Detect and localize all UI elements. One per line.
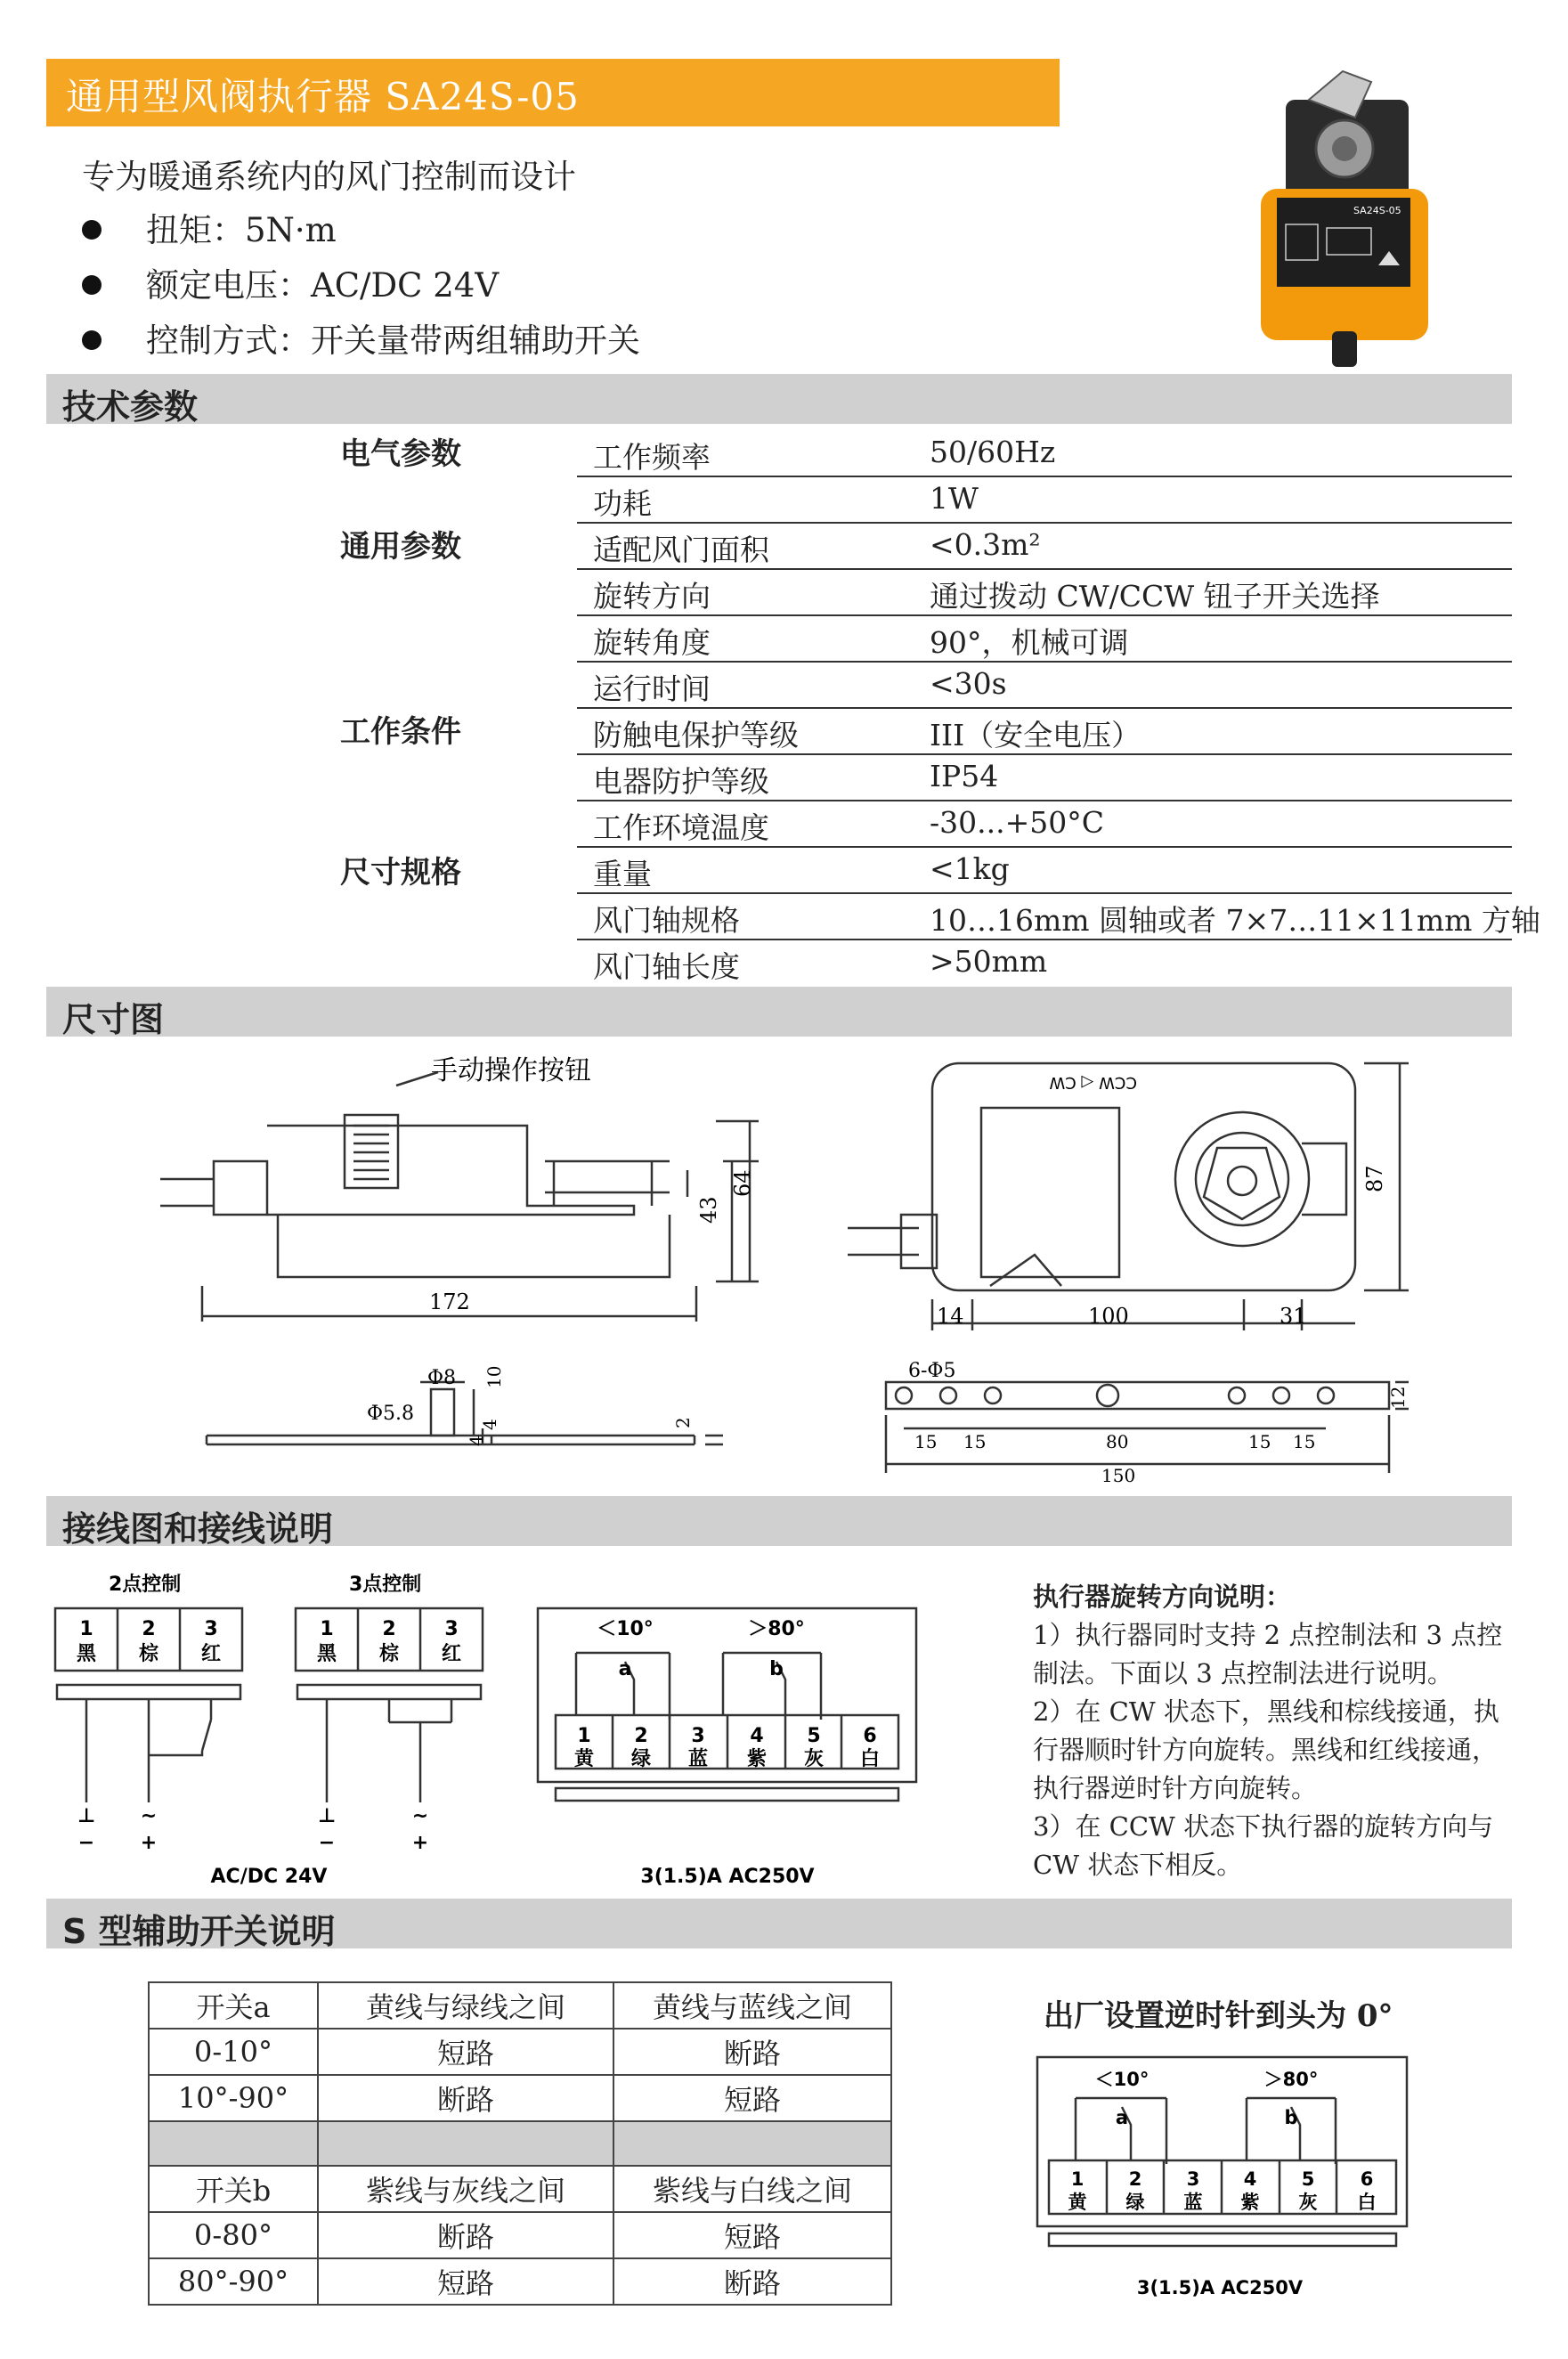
- ccw-cw-label: CCW ◁ CW: [1049, 1073, 1137, 1092]
- wiring-diagram: [46, 1564, 1026, 1902]
- terminal-number: 1: [79, 1618, 93, 1640]
- notes-title: 执行器旋转方向说明：: [1033, 1582, 1292, 1612]
- spec-row: 防触电保护等级 III（安全电压）: [577, 707, 1512, 755]
- spec-row: 风门轴规格 10…16mm 圆轴或者 7×7…11×11mm 方轴: [577, 892, 1512, 940]
- spec-row: 风门轴长度 >50mm: [593, 944, 1048, 984]
- terminal-color: 白: [859, 1748, 881, 1770]
- dim-43: 43: [696, 1196, 721, 1224]
- minus-symbol: −: [318, 1832, 336, 1854]
- dim-phi8: Φ8: [427, 1367, 457, 1389]
- table-row: 80°-90° 短路 断路: [149, 2258, 891, 2305]
- spec-row: 旋转角度 90°，机械可调: [577, 614, 1512, 663]
- bullet-control: 控制方式：开关量带两组辅助开关: [82, 313, 640, 362]
- switch-b-angle: ＞80°: [748, 1618, 805, 1640]
- terminal-number: 5: [1301, 2168, 1315, 2190]
- dim-10: 10: [483, 1365, 505, 1388]
- section-dims: 尺寸图: [46, 987, 1512, 1037]
- manual-button-label: 手动操作按钮: [431, 1055, 591, 1086]
- terminal-color: 绿: [630, 1748, 652, 1770]
- terminal-number: 4: [750, 1725, 764, 1747]
- switch-b-label: b: [769, 1658, 784, 1680]
- terminal-number: 2: [1128, 2168, 1142, 2190]
- bullet-torque: 扭矩：5N·m: [82, 203, 337, 251]
- terminal-color: 蓝: [687, 1748, 709, 1770]
- terminal-color: 白: [1357, 2192, 1377, 2213]
- dim-87: 87: [1362, 1165, 1387, 1192]
- table-row: 0-80° 断路 短路: [149, 2212, 891, 2258]
- factory-setting-title: 出厂设置逆时针到头为 0°: [1044, 1998, 1393, 2034]
- terminal-number: 2: [142, 1618, 156, 1640]
- section-tech: 技术参数: [46, 374, 1512, 424]
- terminal-number: 5: [807, 1725, 821, 1747]
- dim-15d: 15: [1293, 1431, 1316, 1452]
- section-switch: S 型辅助开关说明: [46, 1899, 1512, 1948]
- terminal-color: 紫: [746, 1748, 768, 1770]
- terminal-number: 6: [863, 1725, 877, 1747]
- terminal-number: 2: [634, 1725, 648, 1747]
- dimension-drawing: [46, 1037, 1512, 1491]
- terminal-number: 3: [444, 1618, 459, 1640]
- table-row: 开关b 紫线与灰线之间 紫线与白线之间: [149, 2166, 891, 2212]
- terminal-number: 3: [1186, 2168, 1200, 2190]
- dim-80: 80: [1106, 1431, 1129, 1452]
- power-label: AC/DC 24V: [210, 1866, 328, 1888]
- terminal-color: 蓝: [1183, 2192, 1203, 2213]
- terminal-number: 3: [204, 1618, 218, 1640]
- dim-15a: 15: [914, 1431, 938, 1452]
- table-row: 开关a 黄线与绿线之间 黄线与蓝线之间: [149, 1982, 891, 2029]
- ac-symbol: ~: [140, 1805, 158, 1827]
- plus-symbol: +: [411, 1832, 429, 1854]
- switch-a-label: a: [618, 1658, 632, 1680]
- intro-text: 专为暖通系统内的风门控制而设计: [82, 158, 576, 196]
- bullet-voltage: 额定电压：AC/DC 24V: [82, 258, 499, 306]
- terminal-color: 灰: [1298, 2192, 1318, 2213]
- bullet-dot: [82, 330, 102, 350]
- dim-4b: 4: [466, 1435, 487, 1446]
- dim-172: 172: [429, 1289, 470, 1314]
- rotation-notes: [1033, 1578, 1514, 1884]
- factory-wiring-diagram: [1033, 2048, 1425, 2306]
- terminal-color: 棕: [138, 1643, 159, 1665]
- terminal-number: 1: [320, 1618, 334, 1640]
- switch-a-label: a: [1115, 2107, 1129, 2128]
- spec-category: 通用参数: [340, 529, 461, 565]
- spec-row: 旋转方向 通过拨动 CW/CCW 钮子开关选择: [577, 568, 1512, 616]
- terminal-color: 黄: [573, 1748, 595, 1770]
- spec-row: 电器防护等级 IP54: [577, 753, 1512, 801]
- switch-a-angle: ＜10°: [597, 1618, 654, 1640]
- terminal-color: 绿: [1125, 2192, 1145, 2213]
- terminal-number: 3: [691, 1725, 705, 1747]
- terminal-color: 黄: [1068, 2192, 1087, 2213]
- terminal-color: 灰: [803, 1748, 825, 1770]
- bullet-dot: [82, 275, 102, 295]
- bullet-dot: [82, 220, 102, 240]
- three-point-title: 3点控制: [349, 1574, 422, 1596]
- ground-symbol: ⊥: [77, 1805, 96, 1827]
- switch-a-angle: ＜10°: [1094, 2069, 1150, 2090]
- spec-row: 工作频率 50/60Hz: [577, 429, 1512, 477]
- terminal-color: 红: [441, 1643, 462, 1665]
- switch-b-angle: ＞80°: [1263, 2069, 1319, 2090]
- spec-category: 尺寸规格: [340, 855, 461, 891]
- dim-15b: 15: [963, 1431, 987, 1452]
- dim-150: 150: [1101, 1465, 1136, 1486]
- dim-64: 64: [730, 1169, 755, 1197]
- terminal-color: 黑: [76, 1643, 97, 1665]
- switch-b-label: b: [1284, 2107, 1298, 2128]
- dim-31: 31: [1280, 1304, 1307, 1329]
- terminal-number: 4: [1243, 2168, 1257, 2190]
- spec-category: 工作条件: [340, 714, 461, 750]
- plus-symbol: +: [140, 1832, 158, 1854]
- ac-symbol: ~: [411, 1805, 429, 1827]
- terminal-color: 红: [200, 1643, 222, 1665]
- spec-row: 运行时间 <30s: [577, 661, 1512, 709]
- terminal-color: 黑: [316, 1643, 337, 1665]
- spec-category: 电气参数: [340, 436, 461, 472]
- dim-14: 14: [937, 1304, 964, 1329]
- terminal-number: 1: [1070, 2168, 1085, 2190]
- product-photo: [1255, 64, 1434, 367]
- page-title: 通用型风阀执行器 SA24S-05: [66, 75, 580, 118]
- product-label: SA24S-05: [1353, 205, 1401, 216]
- dim-holes: 6-Φ5: [908, 1360, 956, 1382]
- notes-line: 3）在 CCW 状态下执行器的旋转方向与 CW 状态下相反。: [1033, 1811, 1494, 1880]
- dim-100: 100: [1088, 1304, 1129, 1329]
- spec-row: 功耗 1W: [577, 476, 1512, 524]
- spec-row: 工作环境温度 -30...+50°C: [577, 800, 1512, 848]
- aux-rating-label: 3(1.5)A AC250V: [1136, 2277, 1304, 2298]
- spec-row: 重量 <1kg: [577, 846, 1512, 894]
- ground-symbol: ⊥: [317, 1805, 337, 1827]
- notes-line: 1）执行器同时支持 2 点控制法和 3 点控制法。下面以 3 点控制法进行说明。: [1033, 1620, 1503, 1688]
- notes-line: 2）在 CW 状态下，黑线和棕线接通，执行器顺时针方向旋转。黑线和红线接通，执行器逆时针方向旋转。: [1033, 1696, 1499, 1803]
- aux-rating-label: 3(1.5)A AC250V: [640, 1866, 815, 1888]
- dim-phi58: Φ5.8: [367, 1403, 415, 1425]
- table-row: 10°-90° 断路 短路: [149, 2075, 891, 2121]
- terminal-number: 6: [1360, 2168, 1374, 2190]
- table-row: [149, 2121, 891, 2166]
- dim-4a: 4: [479, 1419, 500, 1430]
- dim-15c: 15: [1248, 1431, 1271, 1452]
- section-wiring: 接线图和接线说明: [46, 1496, 1512, 1546]
- table-row: 0-10° 短路 断路: [149, 2029, 891, 2075]
- terminal-color: 紫: [1240, 2192, 1260, 2213]
- spec-row: 适配风门面积 <0.3m²: [577, 522, 1512, 570]
- minus-symbol: −: [77, 1832, 95, 1854]
- dim-2: 2: [672, 1417, 694, 1428]
- dim-12: 12: [1387, 1386, 1409, 1409]
- terminal-number: 1: [577, 1725, 591, 1747]
- switch-table: [148, 1981, 892, 2306]
- terminal-color: 棕: [378, 1643, 400, 1665]
- terminal-number: 2: [382, 1618, 396, 1640]
- two-point-title: 2点控制: [109, 1574, 182, 1596]
